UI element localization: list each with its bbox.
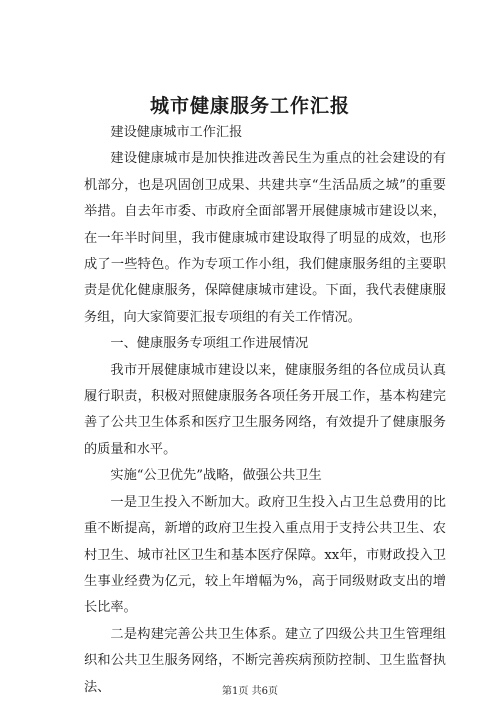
paragraph-intro: 建设健康城市是加快推进改善民生为重点的社会建设的有机部分，也是巩固创卫成果、共建共享“生活品质之城”的重要举措。自去年市委、市政府全面部署开展健康城市建设以来，在一年半时间里，我市健康城市建设取得了明显的成效，也形成了一些特色。作为专项工作小组，我们健康服务组的主要职责是优化健康服务，保障健康城市建设。下面，我代表健康服务组，向大家简要汇报专项组的有关工作情况。 [84, 151, 446, 325]
subsection-heading: 实施“公卫优先”战略，做强公共卫生 [110, 468, 322, 484]
paragraph-subtitle: 建设健康城市工作汇报 [110, 125, 243, 140]
paragraph-system: 二是构建完善公共卫生体系。建立了四级公共卫生管理组织和公共卫生服务网络，不断完善疾病预防控制、卫生监督执法、 [84, 626, 446, 695]
paragraph-investment: 一是卫生投入不断加大。政府卫生投入占卫生总费用的比重不断提高，新增的政府卫生投入重点用于支持公共卫生、农村卫生、城市社区卫生和基本医疗保障。xx年，市财政投入卫生事业经费为亿元，较上年增幅为%，高于同级财政支出的增长比率。 [84, 494, 446, 616]
page-footer: 第1页 共6页 [222, 686, 278, 697]
paragraph-progress: 我市开展健康城市建设以来，健康服务组的各位成员认真履行职责，积极对照健康服务各项任务开展工作，基本构建完善了公共卫生体系和医疗卫生服务网络，有效提升了健康服务的质量和水平。 [84, 362, 446, 457]
section-heading-1: 一、健康服务专项组工作进展情况 [110, 336, 309, 352]
document-title: 城市健康服务工作汇报 [149, 95, 350, 117]
document-body [84, 120, 446, 701]
